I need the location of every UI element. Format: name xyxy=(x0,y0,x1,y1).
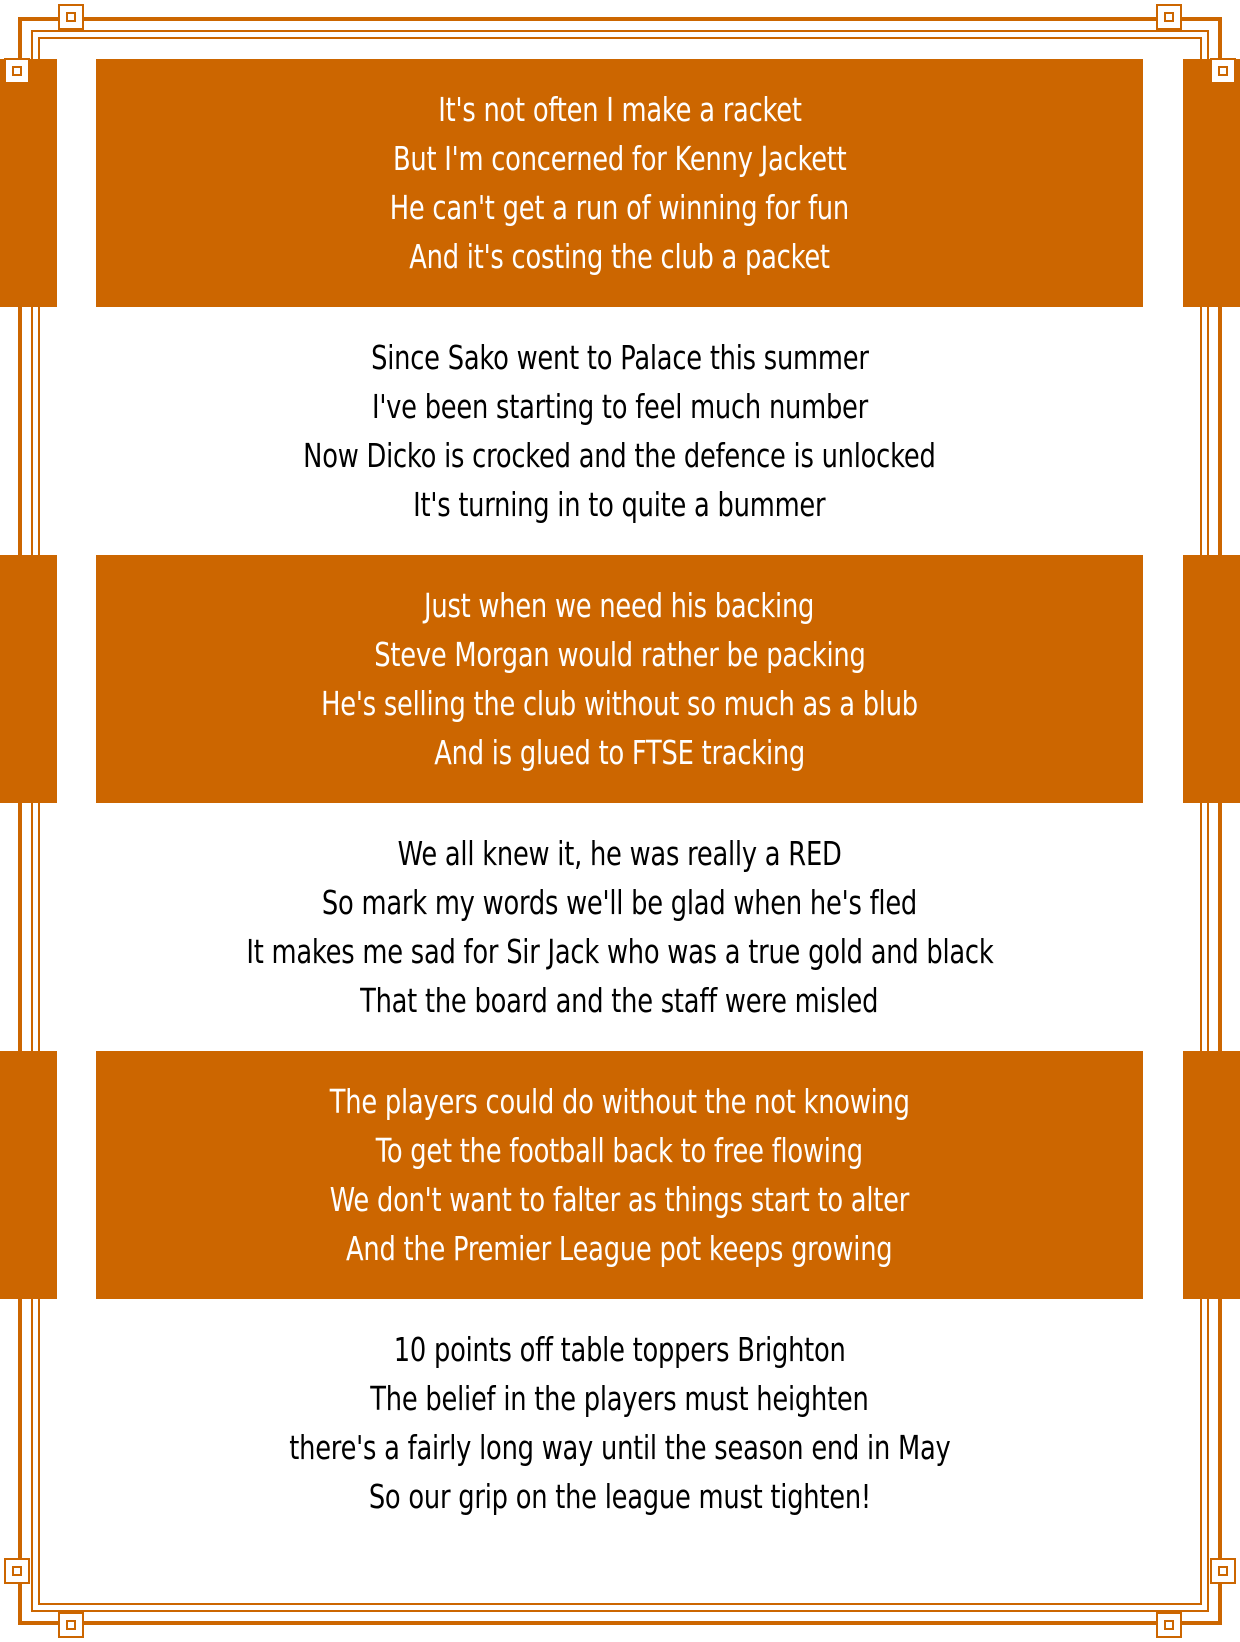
verse-2 xyxy=(96,307,1143,555)
corner-ornament-icon xyxy=(1210,1558,1236,1584)
corner-ornament-icon xyxy=(1156,4,1182,30)
verse-line: The belief in the players must heighten xyxy=(370,1379,869,1418)
corner-ornament-icon xyxy=(58,4,84,30)
verse-line: there's a fairly long way until the season end in May xyxy=(288,1428,951,1467)
verse-line: Since Sako went to Palace this summer xyxy=(370,338,869,377)
verse-1 xyxy=(96,59,1143,307)
verse-line: He's selling the club without so much as a blub xyxy=(321,684,918,723)
verse-line: Now Dicko is crocked and the defence is unlocked xyxy=(303,436,936,475)
corner-ornament-icon xyxy=(4,1558,30,1584)
corner-ornament-icon xyxy=(1210,58,1236,84)
verse-line: He can't get a run of winning for fun xyxy=(389,188,850,227)
verse-line: Just when we need his backing xyxy=(424,586,815,625)
verse-line: The players could do without the not knowing xyxy=(329,1082,910,1121)
verse-line: But I'm concerned for Kenny Jackett xyxy=(392,139,847,178)
verse-line: So mark my words we'll be glad when he's fled xyxy=(321,883,918,922)
verse-line: It's turning in to quite a bummer xyxy=(413,485,826,524)
corner-ornament-icon xyxy=(58,1612,84,1638)
verse-3 xyxy=(96,555,1143,803)
verse-line: Steve Morgan would rather be packing xyxy=(373,635,866,674)
verse-line: That the board and the staff were misled xyxy=(360,981,879,1020)
verse-line: I've been starting to feel much number xyxy=(371,387,868,426)
verse-line: It makes me sad for Sir Jack who was a true gold and black xyxy=(245,932,994,971)
verse-line: So our grip on the league must tighten! xyxy=(368,1477,871,1516)
verse-line: We don't want to falter as things start to alter xyxy=(329,1180,910,1219)
verse-line: It's not often I make a racket xyxy=(437,90,802,129)
verse-line: To get the football back to free flowing xyxy=(375,1131,864,1170)
verse-6 xyxy=(96,1299,1143,1547)
verse-line: And it's costing the club a packet xyxy=(409,237,830,276)
verse-line: And is glued to FTSE tracking xyxy=(434,733,805,772)
corner-ornament-icon xyxy=(1156,1612,1182,1638)
corner-ornament-icon xyxy=(4,58,30,84)
verse-line: And the Premier League pot keeps growing xyxy=(346,1229,893,1268)
verse-line: We all knew it, he was really a RED xyxy=(397,834,842,873)
verse-4 xyxy=(96,803,1143,1051)
verse-line: 10 points off table toppers Brighton xyxy=(393,1330,846,1369)
verse-5 xyxy=(96,1051,1143,1299)
